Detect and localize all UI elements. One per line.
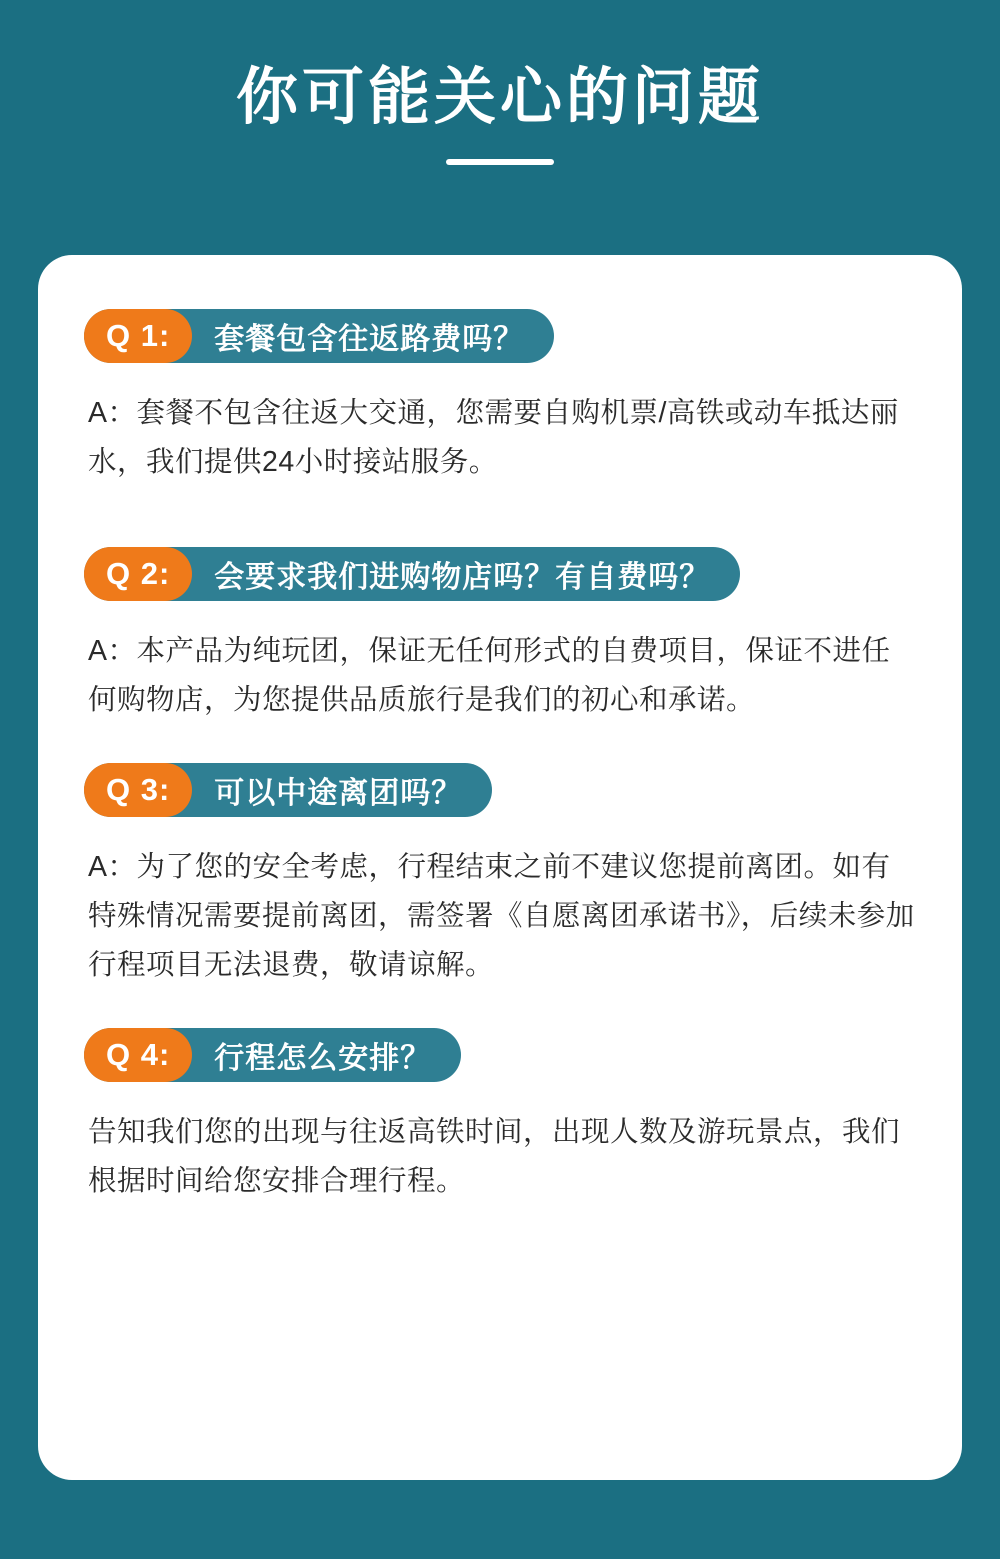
question-bar <box>84 309 554 363</box>
question-text: 可以中途离团吗？ <box>214 777 463 811</box>
title-divider <box>446 159 554 165</box>
question-tag: Q 4: <box>84 1028 192 1082</box>
question-text: 套餐包含往返路费吗？ <box>214 323 525 356</box>
faq-item-2 <box>84 547 916 725</box>
answer-text: A：套餐不包含往返大交通，您需要自购机票/高铁或动车抵达丽水，我们提供24小时接站服务。 <box>88 397 899 479</box>
faq-card <box>38 255 962 1480</box>
answer-text: A：为了您的安全考虑，行程结束之前不建议您提前离团。如有特殊情况需要提前离团，需签署《自愿离团承诺书》，后续未参加行程项目无法退费，敬请谅解。 <box>88 851 915 982</box>
faq-item-1 <box>84 309 916 487</box>
question-text: 会要求我们进购物店吗？有自费吗？ <box>214 561 711 595</box>
question-bar <box>84 547 740 601</box>
spacer <box>84 525 916 547</box>
faq-item-3 <box>84 763 916 990</box>
question-text: 行程怎么安排？ <box>214 1042 432 1076</box>
question-tag: Q 2: <box>84 547 192 601</box>
page-title: 你可能关心的问题 <box>235 63 764 132</box>
answer-text: A：本产品为纯玩团，保证无任何形式的自费项目，保证不进任何购物店，为您提供品质旅行是我们的初心和承诺。 <box>88 635 891 717</box>
question-tag: Q 1: <box>84 309 192 363</box>
question-bar <box>84 763 492 817</box>
faq-item-4 <box>84 1028 916 1206</box>
answer-text: 告知我们您的出现与往返高铁时间，出现人数及游玩景点，我们根据时间给您安排合理行程。 <box>88 1116 901 1198</box>
question-tag: Q 3: <box>84 763 192 817</box>
question-bar <box>84 1028 461 1082</box>
page-header <box>0 0 1000 165</box>
